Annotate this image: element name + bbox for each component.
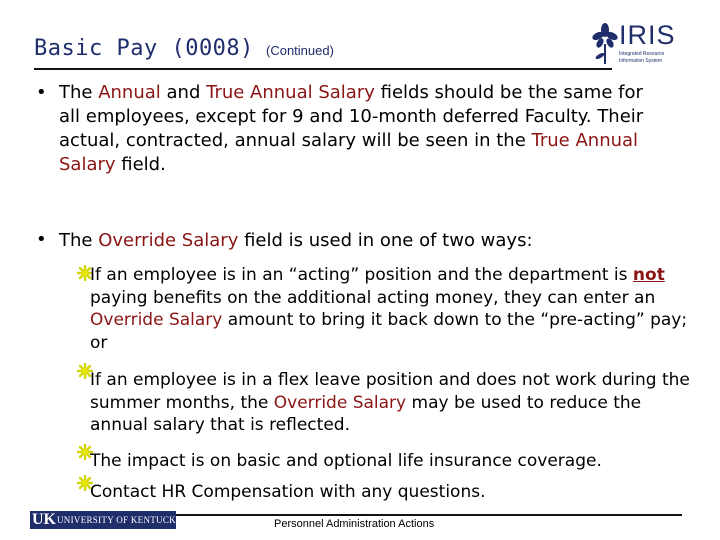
text-run: may be used to reduce the annual salary that is reflected. — [90, 392, 642, 435]
field-name-annual: Annual — [98, 82, 161, 103]
page-subtitle: (Continued) — [266, 43, 334, 58]
sub-bullet-4-text: Contact HR Compensation with any questions. — [90, 482, 486, 502]
sub-bullet-1-text — [90, 264, 690, 354]
logo-line-1: Integrated Resource — [619, 51, 665, 57]
logo-word: IRIS — [619, 20, 676, 50]
text-run: field. — [115, 154, 166, 175]
page-title: Basic Pay (0008) — [34, 36, 254, 61]
emphasis-not: not — [632, 265, 665, 285]
bullet-2-text — [59, 229, 669, 253]
field-name-override-salary: Override Salary — [273, 392, 407, 413]
text-run: field is used in one of two ways: — [238, 230, 533, 251]
text-run: If an employee is in a flex leave position and does not work during the summer months, the — [90, 370, 690, 413]
uk-logo — [30, 511, 183, 529]
bullet-dot: • — [36, 82, 47, 103]
text-run: The — [59, 82, 99, 103]
text-run: and — [160, 82, 207, 103]
title-bar — [34, 36, 612, 70]
text-run: paying benefits on the additional acting money, they can enter an — [90, 287, 656, 308]
logo-line-2: Information System — [619, 58, 663, 64]
footer-caption: Personnel Administration Actions — [274, 518, 435, 530]
sub-bullet-3-text: The impact is on basic and optional life insurance coverage. — [90, 451, 602, 471]
sub-bullet-2-text — [90, 369, 690, 437]
text-run: fields should be the same for all employees, except for 9 and 10-month deferred Faculty. Their actual, contracted, annual salary will be seen in the — [59, 82, 644, 151]
field-name-override-salary: Override Salary — [98, 230, 239, 251]
bullet-1-text — [59, 81, 669, 177]
field-name-override-salary: Override Salary — [90, 310, 223, 330]
uk-mark: UK — [32, 511, 56, 528]
text-run: amount to bring it back down to the “pre-acting” pay; or — [90, 310, 688, 353]
field-name-true-annual-salary: True Annual Salary — [59, 130, 639, 175]
bullet-dot: • — [36, 229, 47, 250]
text-run: If an employee is in an “acting” position and the department is — [90, 265, 633, 285]
field-name-true-annual-salary: True Annual Salary — [206, 82, 375, 103]
text-run: The — [59, 230, 99, 251]
uk-wordmark: UNIVERSITY OF KENTUCKY — [57, 515, 183, 525]
iris-logo — [592, 20, 676, 68]
flower-icon — [592, 22, 618, 66]
